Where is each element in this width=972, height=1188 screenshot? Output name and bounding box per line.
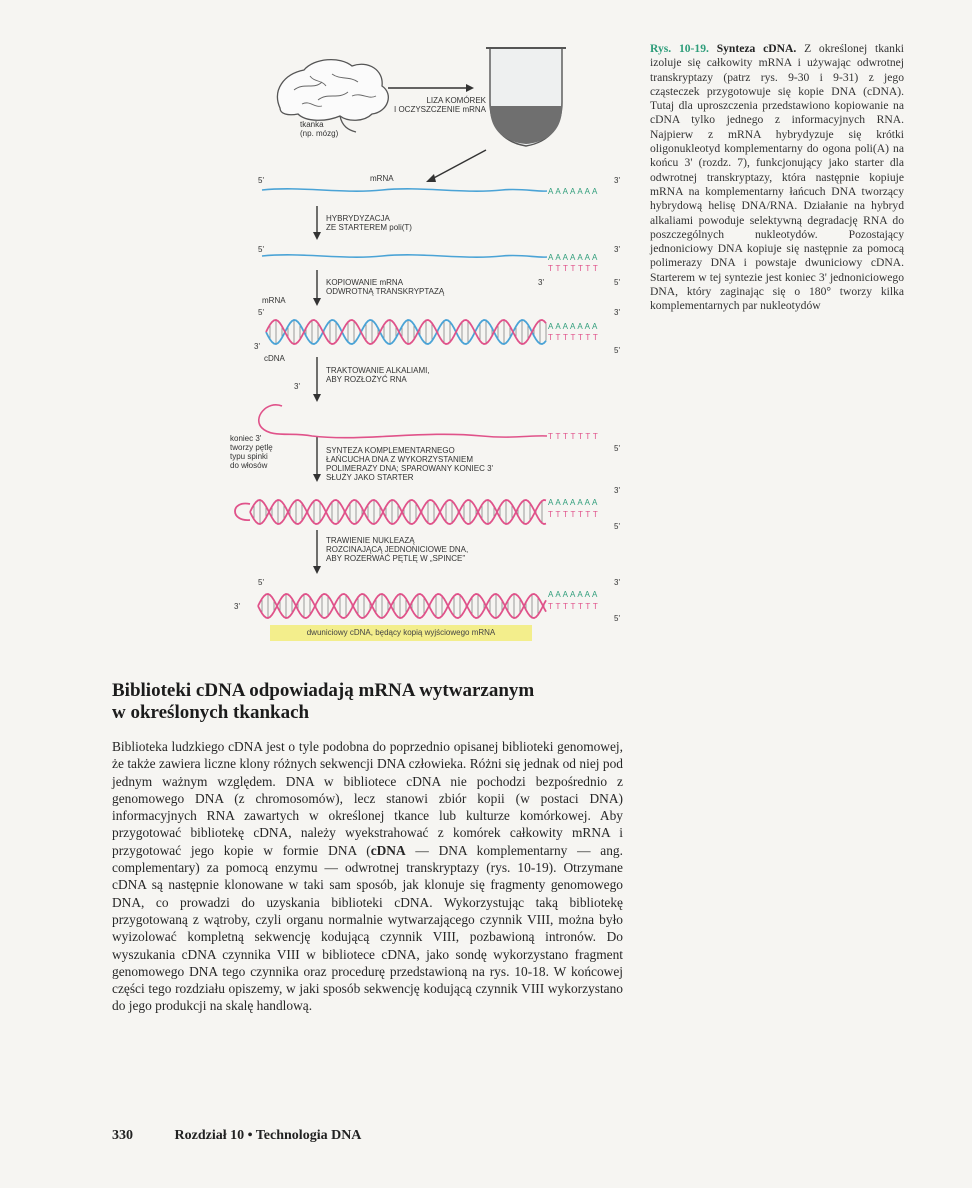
cdna-hairpin-strand — [259, 405, 547, 438]
step-nuclease: TRAWIENIE NUKLEAZĄ ROZCINAJĄCĄ JEDNONICIOWE DNA, ABY ROZERWAĆ PĘTLĘ W „SPINCE” — [326, 536, 469, 563]
lysis-label: LIZA KOMÓREK I OCZYSZCZENIE mRNA — [394, 96, 487, 114]
tube-arrow — [430, 150, 486, 180]
three-prime-4: 3' — [254, 342, 260, 351]
three-prime-1: 3' — [614, 176, 620, 185]
chapter-title: Rozdział 10 • Technologia DNA — [174, 1128, 362, 1143]
hairpin-note: koniec 3' tworzy pętlę typu spinki do włosów — [230, 434, 273, 470]
polya-tail-3: AAAAAAA — [548, 322, 600, 331]
three-prime-6: 3' — [614, 486, 620, 495]
five-prime-3: 5' — [258, 308, 264, 317]
polyt-tail-6: TTTTTTT — [548, 602, 601, 611]
three-prime-2: 3' — [614, 245, 620, 254]
test-tube-icon — [486, 48, 566, 146]
figure-legend-text: Z określonej tkanki izoluje się całkowity mRNA i używając odwrotnej transkryptazy (patrz rys. 9-30 i 9-31) z jego cząsteczek przygotowuje się kopie DNA (cDNA). Tutaj dla uproszczenia przedstawiono kopiowanie na cDNA tylko jednego z informacyjnych RNA. Najpierw z mRNA hybrydyzuje się krótki oligonukleotyd komplementarny do ogona poli(A) na końcu 3' (rozdz. 7), funkcjonujący jako starter dla odwrotnej transkryptazy, która następnie kopiuje mRNA na komplementarny łańcuch DNA tworzący hybrydową helisę DNA/RNA. Działanie na hybryd alkaliami powoduje selektywną degradację RNA do poszczególnych nukleotydów. Pozostający jednoniciowy DNA kopiuje się następnie za pomocą polimerazy DNA i powstaje dwuniciowy cDNA. Starterem w tej syntezie jest koniec 3' jednoniciowego DNA, który zaginając się o 180° tworzy kilka komplementarnych par nukleotydów — [650, 42, 904, 313]
tissue-label: tkanka (np. mózg) — [300, 120, 339, 138]
cdna-term: cDNA — [370, 842, 406, 858]
polyt-tail-3: TTTTTTT — [548, 333, 601, 342]
cdna-label: cDNA — [264, 354, 285, 363]
step-polymerase: SYNTEZA KOMPLEMENTARNEGO ŁAŃCUCHA DNA Z WYKORZYSTANIEM POLIMERAZY DNA; SPAROWANY KONIEC 3' SŁUŻY JAKO STARTER — [326, 446, 494, 482]
five-prime-1: 5' — [258, 176, 264, 185]
five-prime-6: 5' — [614, 522, 620, 531]
five-prime-2: 5' — [258, 245, 264, 254]
polya-tail-1: AAAAAAA — [548, 187, 600, 196]
five-prime-4: 5' — [614, 346, 620, 355]
five-prime-8: 5' — [614, 614, 620, 623]
polyt-tail-4: TTTTTTT — [548, 432, 601, 441]
section-heading: Biblioteki cDNA odpowiadają mRNA wytwarzanym w określonych tkankach — [112, 680, 535, 723]
polyt-tail-5: TTTTTTT — [548, 510, 601, 519]
figure-legend — [650, 42, 904, 314]
step-reverse-transcription: KOPIOWANIE mRNA ODWROTNĄ TRANSKRYPTAZĄ — [326, 278, 445, 296]
mrna-label-2: mRNA — [262, 296, 286, 305]
figure-result-caption: dwuniciowy cDNA, będący kopią wyjściowego mRNA — [270, 625, 532, 641]
dsdna-hairpin-helix — [250, 500, 546, 524]
three-prime-7: 3' — [614, 578, 620, 587]
three-prime-5: 3' — [294, 382, 300, 391]
final-cdna-helix — [258, 594, 546, 618]
section-body: Biblioteka ludzkiego cDNA jest o tyle podobna do poprzednio opisanej biblioteki genomowej, że także zawiera liczne klony różnych sekwencji DNA człowieka. Różni się jednak od niej pod jednym ważnym względem. DNA w bibliotece cDNA nie pochodzi bezpośrednio z genomowego DNA (z chromosomów), lecz stanowi zbiór kopii (w postaci DNA) informacyjnych RNA zawartych w określonej tkance lub kulturze komórkowej. Aby przygotować bibliotekę cDNA, należy wyekstrahować z komórek całkowity mRNA i przygotować jego kopie w formie DNA (cDNA — DNA komplementarny — ang. complementary) za pomocą enzymu — odwrotnej transkryptazy (rys. 10-19). Otrzymane cDNA są następnie klonowane w taki sam sposób, jak klonuje się fragmenty genomowego DNA, co prowadzi do uzyskania biblioteki cDNA. Wykorzystując taką bibliotekę przygotowaną z wątroby, czyli organu normalnie wytwarzającego czynnik VIII, można było wyizolować kompletną sekwencję kodującą czynnik VIII, pozbawioną intronów. Do wyszukania cDNA czynnika VIII w bibliotece cDNA, jako sondę wykorzystano fragment genomowego DNA tego czynnika oraz procedurę przedstawioną na rys. 10-18. W końcowej części tego rozdziału opiszemy, w jaki sposób sekwencję kodującą czynnik VIII wykorzystano do jego produkcji na skalę handlową. — [112, 739, 623, 1014]
three-prime-3: 3' — [614, 308, 620, 317]
five-prime-7: 5' — [258, 578, 264, 587]
mrna-label-1: mRNA — [370, 174, 394, 183]
cdna-synthesis-figure — [222, 30, 642, 655]
page-footer — [112, 1128, 361, 1144]
polya-tail-5: AAAAAAA — [548, 498, 600, 507]
step-alkali: TRAKTOWANIE ALKALIAMI, ABY ROZŁOŻYĆ RNA — [326, 366, 430, 384]
polyt-starter: TTTTTTT — [548, 264, 601, 273]
figure-id: Rys. 10-19. — [650, 42, 709, 55]
step-hybridization: HYBRYDYZACJA ZE STARTEREM poli(T) — [326, 214, 412, 232]
three-prime-8: 3' — [234, 602, 240, 611]
mrna-strand — [262, 189, 547, 191]
page-number: 330 — [112, 1128, 133, 1143]
figure-title: Synteza cDNA. — [716, 42, 797, 55]
dna-rna-helix — [266, 320, 546, 344]
mrna-strand-2 — [262, 255, 547, 257]
three-prime-starter: 3' — [538, 278, 544, 287]
five-prime-5: 5' — [614, 444, 620, 453]
five-prime-starter: 5' — [614, 278, 620, 287]
polya-tail-6: AAAAAAA — [548, 590, 600, 599]
polya-tail-2: AAAAAAA — [548, 253, 600, 262]
